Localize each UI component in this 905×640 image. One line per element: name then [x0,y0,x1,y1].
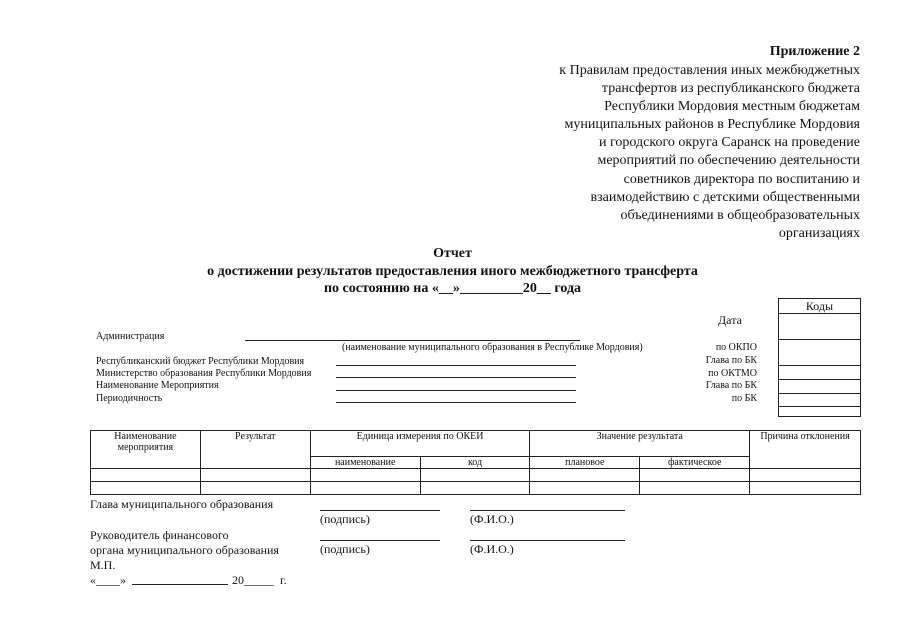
table-row [91,482,861,495]
appendix-title: Приложение 2 [769,44,860,59]
field-administration: Администрация [96,331,165,342]
head-signature-line [320,510,440,511]
col-result-header: Результат [200,431,310,469]
date-month-line [132,584,228,585]
date-year: 20_____ [232,573,274,587]
sub-header-planned: плановое [530,457,640,469]
report-title: Отчет [433,246,472,261]
head-signature-hint: (подпись) [320,512,370,526]
head-name-line [470,510,625,511]
code-cell-oktmo [779,380,860,394]
fin-label-line1: Руководитель финансового [90,528,229,542]
field-ministry: Министерство образования Республики Мордовия [96,368,312,379]
code-cell-bk [779,407,860,419]
codes-label-head-bk: Глава по БК [705,355,757,366]
report-date-line: по состоянию на «__»_________20__ года [323,281,582,296]
appendix-line: организациях [778,225,860,241]
seal-label: М.П. [90,558,116,572]
appendix-line: трансфертов из республиканского бюджета [601,81,860,97]
codes-label-bk: по БК [731,393,757,404]
appendix-text [559,62,860,243]
ministry-underline [336,377,576,378]
head-label: Глава муниципального образования [90,497,274,511]
appendix-line: муниципальных районов в Республике Мордовия [564,117,860,133]
code-cell-head-bk [779,366,860,380]
appendix-line: мероприятий по обеспечению деятельности [597,153,860,169]
col-reason-header: Причина отклонения [750,431,861,469]
code-cell-head-bk-2 [779,394,860,407]
results-table [90,430,861,495]
date-year-suffix: г. [280,573,287,587]
col-value-header: Значение результата [530,431,750,457]
fin-signature-hint: (подпись) [320,542,370,556]
fin-label-line2: органа муниципального образования [90,543,279,557]
budget-underline [336,365,576,366]
appendix-line: Республики Мордовия местным бюджетам [604,99,860,115]
codes-header: Коды [779,299,860,314]
fin-signature-line [320,540,440,541]
appendix-line: взаимодействию с детскими общественными [590,189,860,205]
codes-label-head-bk-2: Глава по БК [705,380,757,391]
appendix-line: советников директора по воспитанию и [623,171,860,187]
appendix-line: и городского округа Саранск на проведение [599,135,860,151]
municipality-hint: (наименование муниципального образования в Республике Мордовия) [342,342,643,353]
report-subtitle: о достижении результатов предоставления иного межбюджетного трансферта [207,264,698,279]
administration-underline [245,340,580,341]
fin-name-line [470,540,625,541]
field-periodicity: Периодичность [96,393,163,404]
codes-label-okpo: по ОКПО [715,342,757,353]
head-name-hint: (Ф.И.О.) [470,512,514,526]
codes-label-oktmo: по ОКТМО [708,368,757,379]
table-row [91,469,861,482]
event-underline [336,390,576,391]
codes-date-label: Дата [718,313,742,327]
codes-box [778,298,861,417]
date-open: «____» [90,573,126,587]
sub-header-name: наименование [310,457,420,469]
fin-name-hint: (Ф.И.О.) [470,542,514,556]
sub-header-code: код [420,457,530,469]
periodicity-underline [336,402,576,403]
col-event-header: Наименование мероприятия [91,431,201,469]
field-event-name: Наименование Мероприятия [96,380,219,391]
code-cell-okpo [779,340,860,366]
appendix-line: объединениями в общеобразовательных [620,207,860,223]
sub-header-actual: фактическое [640,457,750,469]
code-cell-date [779,314,860,340]
col-unit-header: Единица измерения по ОКЕИ [310,431,530,457]
appendix-line: к Правилам предоставления иных межбюджетных [559,63,860,78]
field-budget: Республиканский бюджет Республики Мордовия [96,356,305,367]
